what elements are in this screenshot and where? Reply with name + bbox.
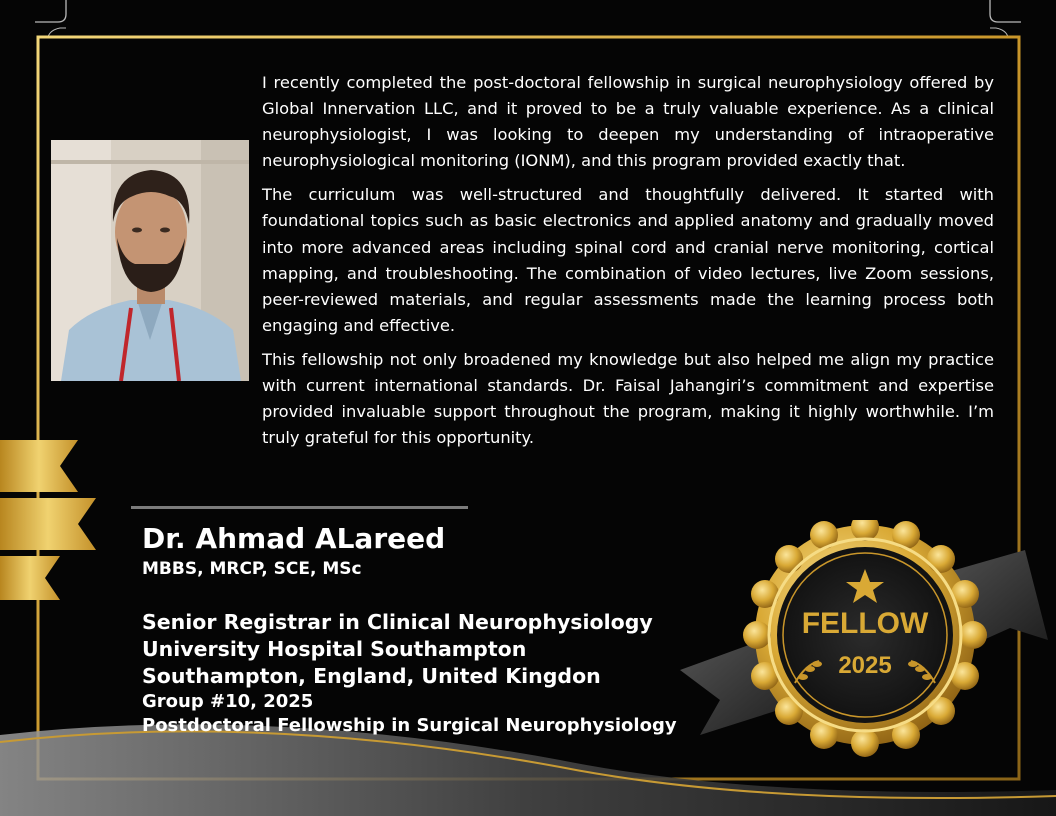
- person-organization: University Hospital Southampton: [142, 637, 527, 661]
- person-location: Southampton, England, United Kingdon: [142, 664, 601, 688]
- fellow-badge: [680, 520, 1050, 760]
- person-role: Senior Registrar in Clinical Neurophysiology: [142, 610, 653, 634]
- profile-photo: [51, 140, 249, 381]
- testimonial-paragraph-2: The curriculum was well-structured and thoughtfully delivered. It started with foundational topics such as basic electronics and applied anatomy and gradually moved into more advanced areas including spinal cord and cranial nerve monitoring, cortical mapping, and troubleshooting. The combination of video lectures, live Zoom sessions, peer-reviewed materials, and regular assessments made the learning process both engaging and effective.: [262, 185, 994, 335]
- top-left-corner-line: [35, 0, 66, 22]
- gold-ribbon-1: [0, 440, 78, 492]
- testimonial-text: [262, 70, 994, 459]
- person-group: Group #10, 2025: [142, 691, 314, 712]
- badge-year: 2025: [838, 652, 892, 679]
- person-name: Dr. Ahmad ALareed: [142, 522, 446, 555]
- testimonial-paragraph-1: I recently completed the post-doctoral fellowship in surgical neurophysiology offered by Global Innervation LLC, and it proved to be a truly valuable experience. As a clinical neurophysiologist, I was looking to deepen my understanding of intraoperative neurophysiological monitoring (IONM), and this program provided exactly that.: [262, 73, 994, 171]
- person-credentials: MBBS, MRCP, SCE, MSc: [142, 559, 362, 579]
- person-program: Postdoctoral Fellowship in Surgical Neurophysiology: [142, 715, 677, 736]
- person-info: [142, 521, 677, 738]
- top-right-corner-line: [990, 0, 1021, 22]
- name-divider: [131, 506, 468, 509]
- gold-ribbon-2: [0, 498, 96, 550]
- testimonial-paragraph-3: This fellowship not only broadened my knowledge but also helped me align my practice with current international standards. Dr. Faisal Jahangiri’s commitment and expertise provided invaluable support throughout the program, making it highly worthwhile. I’m truly grateful for this opportunity.: [262, 349, 994, 448]
- gold-ribbon-3: [0, 556, 60, 600]
- badge-label: FELLOW: [801, 607, 929, 640]
